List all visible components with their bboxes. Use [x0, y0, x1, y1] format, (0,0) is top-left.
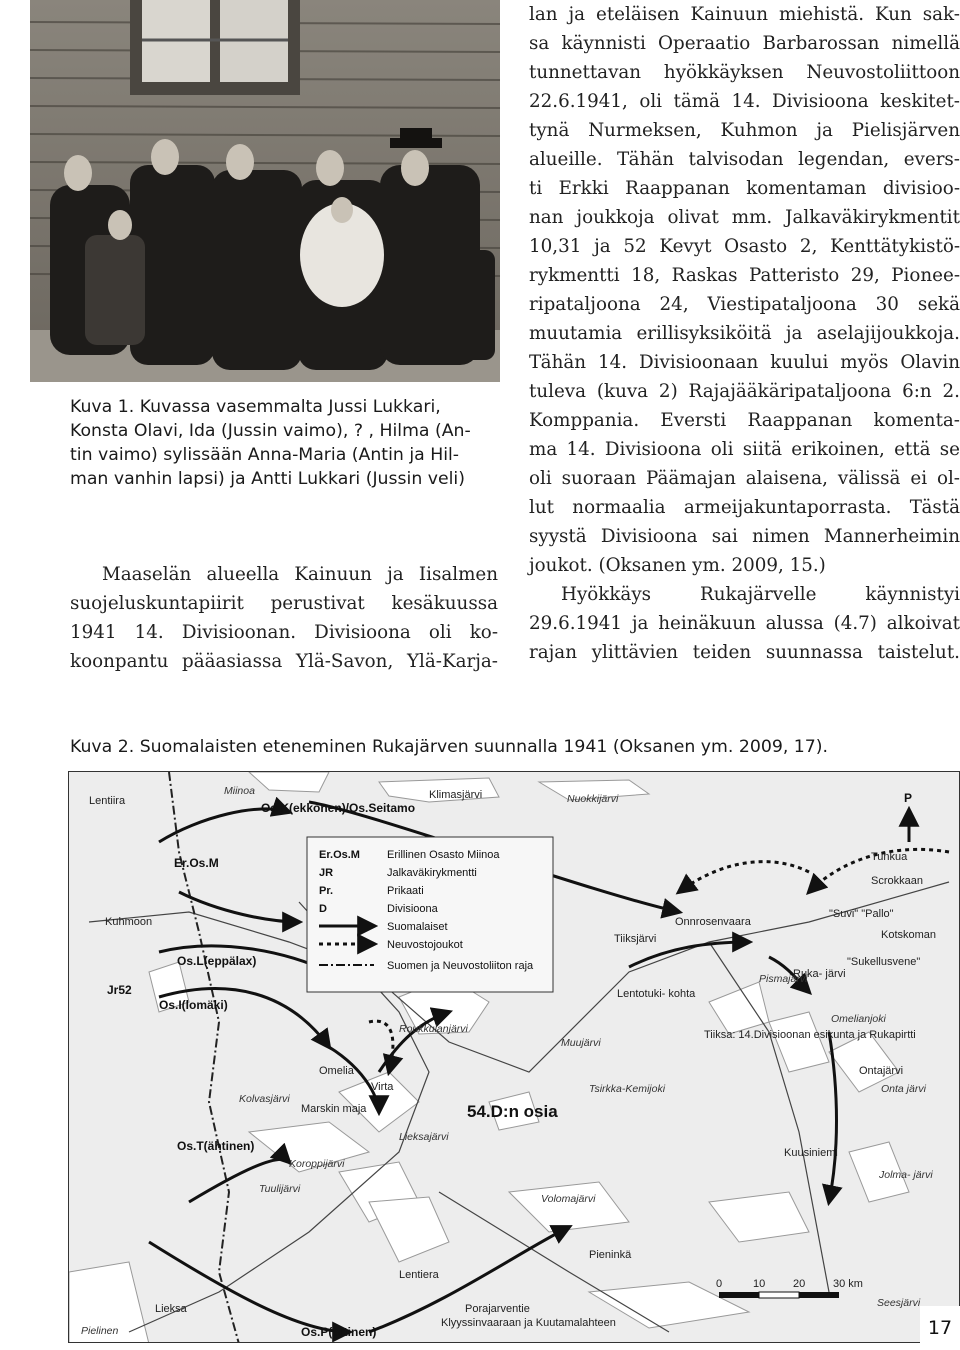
- body-line: alueille. Tähän talvisodan legendan, evers-: [529, 149, 960, 170]
- body-line: tunnettavan hyökkäyksen Neuvostoliittoon: [529, 62, 960, 83]
- place-label: Tsirkka-Kemijoki: [589, 1083, 666, 1095]
- legend-label: Prikaati: [387, 885, 424, 897]
- body-line: suojeluskuntapiirit perustivat kesäkuussa: [70, 593, 498, 614]
- place-label: Ontajärvi: [859, 1065, 904, 1077]
- legend-key: JR: [319, 867, 334, 879]
- body-line: 10,31 ja 52 Kevyt Osasto 2, Kenttätykistö-: [529, 236, 960, 257]
- place-label: Tiiksjärvi: [614, 933, 657, 945]
- body-line: lut normaalia armeijakuntaporrasta. Tästä: [529, 497, 960, 518]
- body-line: oli suoraan Päämajan alaisena, välissä ei ol-: [529, 468, 960, 489]
- scale-tick: 20: [793, 1278, 806, 1290]
- legend-label: Jalkaväkirykmentti: [387, 867, 477, 879]
- body-line: muutamia erillisyksiköitä ja aselajijoukkoja.: [529, 323, 960, 344]
- place-label: Volomajärvi: [541, 1193, 596, 1205]
- place-label: Porajarventie: [465, 1303, 530, 1315]
- place-label: Koroppijärvi: [289, 1158, 345, 1170]
- caption-line: man vanhin lapsi) ja Antti Lukkari (Jussin veli): [70, 469, 465, 489]
- place-label: Marskin maja: [301, 1103, 367, 1115]
- place-label: Tunkua: [871, 851, 908, 863]
- body-line: 22.6.1941, oli tämä 14. Divisioona keskitet-: [529, 91, 960, 112]
- body-line: ti Erkki Raappanan komentaman divisioo-: [529, 178, 960, 199]
- place-label: Virta: [371, 1081, 394, 1093]
- place-label: Omelia: [319, 1065, 354, 1077]
- place-label: Scrokkaan: [871, 875, 923, 887]
- map-legend: [307, 837, 553, 992]
- place-label: Lieksajärvi: [399, 1131, 449, 1143]
- body-text-left-column: [70, 560, 498, 676]
- unit-label: Os.T(ähtinen): [177, 1139, 255, 1153]
- place-label: Omelianjoki: [831, 1013, 886, 1025]
- caption-line: tin vaimo) sylissään Anna-Maria (Antin ja Hil-: [70, 445, 460, 465]
- body-line: joukot. (Oksanen ym. 2009, 15.): [529, 555, 826, 576]
- body-text-right-column: [529, 0, 960, 667]
- place-label: Seesjärvi: [877, 1297, 921, 1309]
- legend-label: Suomen ja Neuvostoliiton raja: [387, 960, 534, 972]
- unit-label: Os.K(ekkonen)/Os.Seitamo: [261, 801, 416, 815]
- place-label: Muujärvi: [561, 1037, 601, 1049]
- body-line: rajan ylittävien teiden suunnassa taistelut.: [529, 642, 960, 663]
- place-label: Kuusiniemi: [784, 1147, 838, 1159]
- place-label: Jolma- järvi: [879, 1169, 933, 1181]
- legend-key: Pr.: [319, 885, 334, 897]
- body-line: lan ja eteläisen Kainuun miehistä. Kun sak-: [529, 4, 960, 25]
- page-number: 17: [920, 1306, 960, 1350]
- caption-line: Konsta Olavi, Ida (Jussin vaimo), ? , Hilma (An-: [70, 421, 471, 441]
- body-line: Maaselän alueella Kainuun ja Iisalmen: [102, 564, 498, 585]
- body-line: rykmentti 18, Raskas Patteristo 29, Pionee-: [529, 265, 960, 286]
- unit-label: Jr52: [107, 983, 132, 997]
- body-line: Hyökkäys Rukajärvelle käynnistyi: [561, 584, 960, 605]
- body-line: syystä Divisioona sai nimen Mannerheimin: [529, 526, 960, 547]
- body-line: Tähän 14. Divisioonaan kuului myös Olavin: [529, 352, 960, 373]
- place-label: Kotskoman: [881, 929, 937, 941]
- legend-key: Er.Os.M: [319, 849, 360, 861]
- place-label: Pielinen: [81, 1325, 119, 1337]
- place-label: Lentiira: [89, 795, 126, 807]
- body-line: ripataljoona 24, Viestipataljoona 30 sekä: [529, 294, 960, 315]
- unit-label: Os.L(eppälax): [177, 954, 257, 968]
- body-line: Komppania. Eversti Raappanan komenta-: [529, 410, 960, 431]
- place-label: Lentiera: [399, 1269, 439, 1281]
- place-label: Ruka- järvi: [793, 968, 846, 980]
- legend-label: Neuvostojoukot: [387, 939, 463, 951]
- place-label: "Suvi" "Pallo": [829, 908, 894, 920]
- place-label: Pieninkä: [589, 1249, 632, 1261]
- place-label: Kolvasjärvi: [239, 1093, 290, 1105]
- place-label: Miinoa: [224, 785, 255, 797]
- scale-tick: 0: [716, 1278, 723, 1290]
- place-label: Kuhmoon: [105, 916, 153, 928]
- place-label: Lieksa: [155, 1303, 187, 1315]
- rukajarvi-map: [68, 771, 960, 1343]
- place-label: Nuokkijärvi: [567, 793, 619, 805]
- place-label: Roukkulanjärvi: [399, 1023, 468, 1035]
- body-line: 1941 14. Divisioonan. Divisioona oli ko-: [70, 622, 498, 643]
- unit-label: Os.I(lomäki): [159, 998, 228, 1012]
- place-label: Klimasjärvi: [429, 789, 483, 801]
- place-label: Lentotuki- kohta: [617, 988, 696, 1000]
- legend-label: Divisioona: [387, 903, 438, 915]
- unit-label: Os.P(artinen): [301, 1325, 377, 1339]
- caption-line: Kuva 1. Kuvassa vasemmalta Jussi Lukkari,: [70, 397, 441, 417]
- body-line: sa käynnisti Operaatio Barbarossan nimellä: [529, 33, 960, 54]
- unit-label: Er.Os.M: [174, 856, 219, 870]
- scale-tick: 30 km: [833, 1278, 863, 1290]
- place-label: "Sukellusvene": [847, 956, 921, 968]
- legend-label: Erillinen Osasto Miinoa: [387, 849, 500, 861]
- place-label: Tuulijärvi: [259, 1183, 301, 1195]
- place-label: Onta järvi: [881, 1083, 926, 1095]
- scale-tick: 10: [753, 1278, 766, 1290]
- body-line: 29.6.1941 ja heinäkuun alussa (4.7) alkoivat: [529, 613, 960, 634]
- place-label: Klyyssinvaaraan ja Kuutamalahteen: [441, 1317, 616, 1329]
- place-label: Tiiksa: 14.Divisioonan esikunta ja Rukapirtti: [704, 1029, 916, 1041]
- place-label: Onnrosenvaara: [675, 916, 751, 928]
- legend-key: D: [319, 903, 327, 915]
- place-label: Pismajärvi: [759, 973, 808, 985]
- body-line: nan joukkoja olivat mm. Jalkaväkirykmentit: [529, 207, 960, 228]
- family-photo: [30, 0, 500, 382]
- body-line: tynä Nurmeksen, Kuhmon ja Pielisjärven: [529, 120, 960, 141]
- body-line: koonpantu pääasiassa Ylä-Savon, Ylä-Karja-: [70, 651, 498, 672]
- north-label: P: [904, 791, 913, 805]
- body-line: tuleva (kuva 2) Rajajääkäripataljoona 6:n 2.: [529, 381, 960, 402]
- map-caption: Kuva 2. Suomalaisten eteneminen Rukajärven suunnalla 1941 (Oksanen ym. 2009, 17).: [70, 737, 829, 757]
- photo-caption: [70, 395, 498, 491]
- legend-label: Suomalaiset: [387, 921, 448, 933]
- unit-label: 54.D:n osia: [467, 1102, 558, 1121]
- body-line: ma 14. Divisioona oli siitä erikoinen, että se: [529, 439, 960, 460]
